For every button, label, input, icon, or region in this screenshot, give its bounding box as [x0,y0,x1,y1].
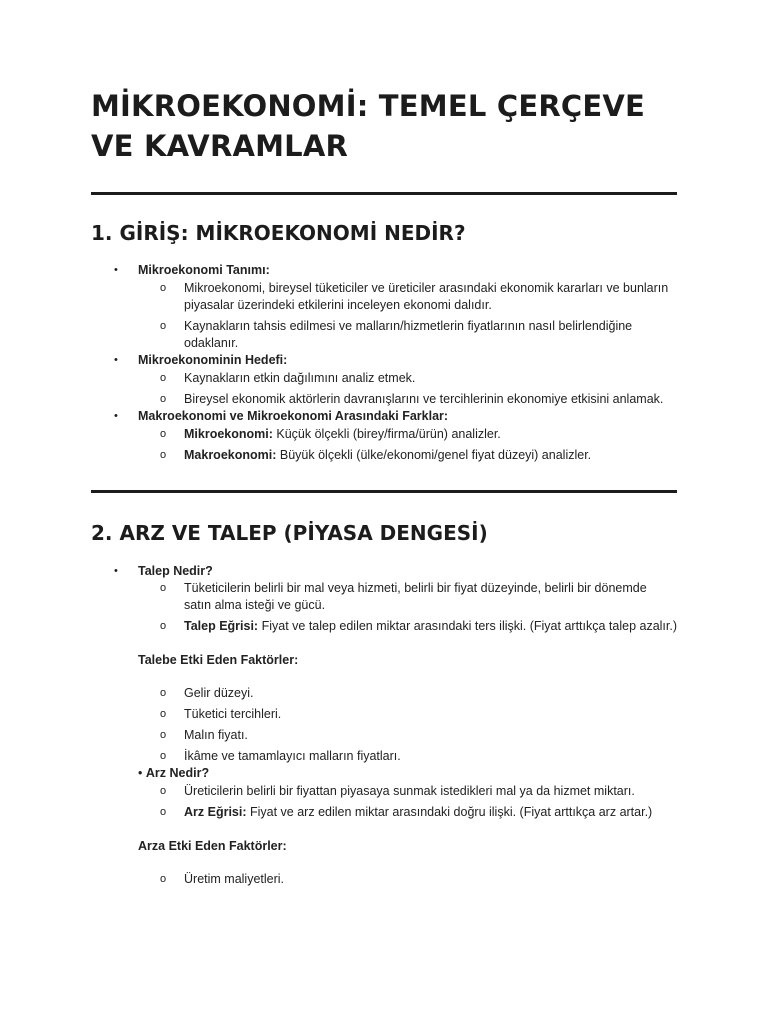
list-item [91,262,677,352]
sub-list-item [138,318,677,352]
sub-item-text: Gelir düzeyi. [184,686,254,700]
sub-list-item [138,804,677,821]
sub-item-text: Fiyat ve talep edilen miktar arasındaki ters ilişki. (Fiyat arttıkça talep azalır.) [261,619,678,633]
item-label: Mikroekonomi Tanımı: [138,263,270,277]
circle-bullet-icon: o [160,806,167,818]
item-label: Talep Nedir? [138,564,213,578]
sub-item-text: Kaynakların tahsis edilmesi ve malların/hizmetlerin fiyatlarının nasıl belirlendiğine odaklanır. [184,319,633,350]
item-label: Mikroekonominin Hedefi: [138,353,288,367]
circle-bullet-icon: o [160,320,167,332]
sub-item-bold: Mikroekonomi: [184,427,273,441]
list-item [91,563,677,635]
sub-list-item [138,426,677,443]
talep-factors-wrapper [91,685,677,765]
sub-item-text: Fiyat ve arz edilen miktar arasındaki doğru ilişki. (Fiyat arttıkça arz artar.) [250,805,653,819]
circle-bullet-icon: o [160,582,167,594]
list-item [91,352,677,408]
document-title: MİKROEKONOMİ: TEMEL ÇERÇEVE VE KAVRAMLAR [91,89,646,163]
sub-item-text: Üretim maliyetleri. [184,872,285,886]
bullet-icon: • [138,766,143,780]
circle-bullet-icon: o [160,372,167,384]
arz-factors-wrapper [91,871,677,888]
talep-factors-list [138,685,677,765]
section2-heading: 2. ARZ VE TALEP (PİYASA DENGESİ) [91,521,488,545]
sub-list-item [138,685,677,702]
sub-list [138,280,677,352]
circle-bullet-icon: o [160,785,167,797]
sub-list-item [138,706,677,723]
sub-item-bold: Makroekonomi: [184,448,277,462]
circle-bullet-icon: o [160,873,167,885]
sub-item-bold: Talep Eğrisi: [184,619,259,633]
circle-bullet-icon: o [160,729,167,741]
sub-item-text: İkâme ve tamamlayıcı malların fiyatları. [184,749,401,763]
sub-item-text: Üreticilerin belirli bir fiyattan piyasaya sunmak istedikleri mal ya da hizmet miktarı. [184,784,635,798]
sub-list [138,426,677,464]
sub-list-item [138,727,677,744]
circle-bullet-icon: o [160,428,167,440]
section-divider [91,192,677,195]
circle-bullet-icon: o [160,282,167,294]
sub-list-item [138,871,677,888]
sub-list-item [138,447,677,464]
sub-list-item [138,618,677,635]
bullet-icon: • [114,264,118,276]
sub-item-text: Tüketici tercihleri. [184,707,282,721]
arz-factors-heading: Arza Etki Eden Faktörler: [138,839,287,853]
arz-item-row [91,765,677,782]
sub-item-text: Tüketicilerin belirli bir mal veya hizmeti, belirli bir fiyat düzeyinde, belirli bir dönemde satın alma isteği ve gücü. [184,581,647,612]
sub-item-text: Malın fiyatı. [184,728,248,742]
list-item [91,408,677,464]
sub-list-item [138,748,677,765]
arz-factors-list [138,871,677,888]
section-divider [91,490,677,493]
circle-bullet-icon: o [160,393,167,405]
sub-list [138,580,677,635]
circle-bullet-icon: o [160,620,167,632]
bullet-icon: • [114,354,118,366]
sub-item-text: Büyük ölçekli (ülke/ekonomi/genel fiyat düzeyi) analizler. [279,448,592,462]
sub-item-text: Küçük ölçekli (birey/firma/ürün) analizler. [276,427,501,441]
section2-list [91,563,677,635]
sub-list-item [138,391,677,408]
section1-heading: 1. GİRİŞ: MİKROEKONOMİ NEDİR? [91,221,466,245]
item-label: Arz Nedir? [145,766,210,780]
sub-item-text: Bireysel ekonomik aktörlerin davranışlarını ve tercihlerinin ekonomiye etkisini anlamak. [184,392,664,406]
circle-bullet-icon: o [160,750,167,762]
bullet-icon: • [114,565,118,577]
sub-list-item [138,280,677,314]
sub-list-item [138,783,677,800]
item-label: Makroekonomi ve Mikroekonomi Arasındaki Farklar: [138,409,449,423]
sub-list [91,783,677,821]
sub-list-item [138,370,677,387]
section1-list [91,262,677,464]
circle-bullet-icon: o [160,687,167,699]
list-item [91,871,677,888]
sub-item-text: Kaynakların etkin dağılımını analiz etmek. [184,371,416,385]
arz-list [91,765,677,821]
sub-list-item [138,580,677,614]
sub-item-bold: Arz Eğrisi: [184,805,247,819]
list-item [91,685,677,765]
sub-list [138,370,677,408]
list-item [91,765,677,821]
bullet-icon: • [114,410,118,422]
sub-item-text: Mikroekonomi, bireysel tüketiciler ve üreticiler arasındaki ekonomik kararları ve bunların piyasalar üzerindeki etkilerini inceleyen ekonomi dalıdır. [184,281,669,312]
talep-factors-heading: Talebe Etki Eden Faktörler: [138,653,299,667]
circle-bullet-icon: o [160,708,167,720]
circle-bullet-icon: o [160,449,167,461]
